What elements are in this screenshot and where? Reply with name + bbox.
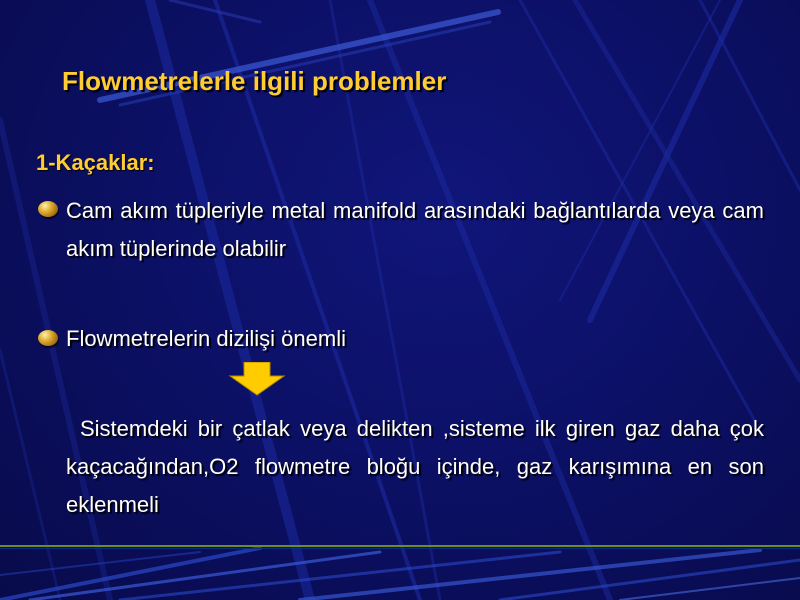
- divider: [0, 548, 800, 549]
- divider: [0, 545, 800, 547]
- bullet-icon: [38, 330, 58, 346]
- bullet-text: Cam akım tüpleriyle metal manifold arasındaki bağlantılarda veya cam akım tüplerinde olabilir: [66, 198, 764, 261]
- down-arrow-icon: [228, 362, 286, 396]
- bullet-icon: [38, 201, 58, 217]
- section-heading: 1-Kaçaklar:: [36, 150, 155, 175]
- explanation-text: Sistemdeki bir çatlak veya delikten ,sisteme ilk giren gaz daha çok kaçacağından,O2 flowmetre bloğu içinde, gaz karışımına en son eklenmeli: [66, 416, 764, 517]
- slide-title: Flowmetrelerle ilgili problemler: [62, 66, 447, 96]
- bullet-text: Flowmetrelerin dizilişi önemli: [66, 326, 346, 351]
